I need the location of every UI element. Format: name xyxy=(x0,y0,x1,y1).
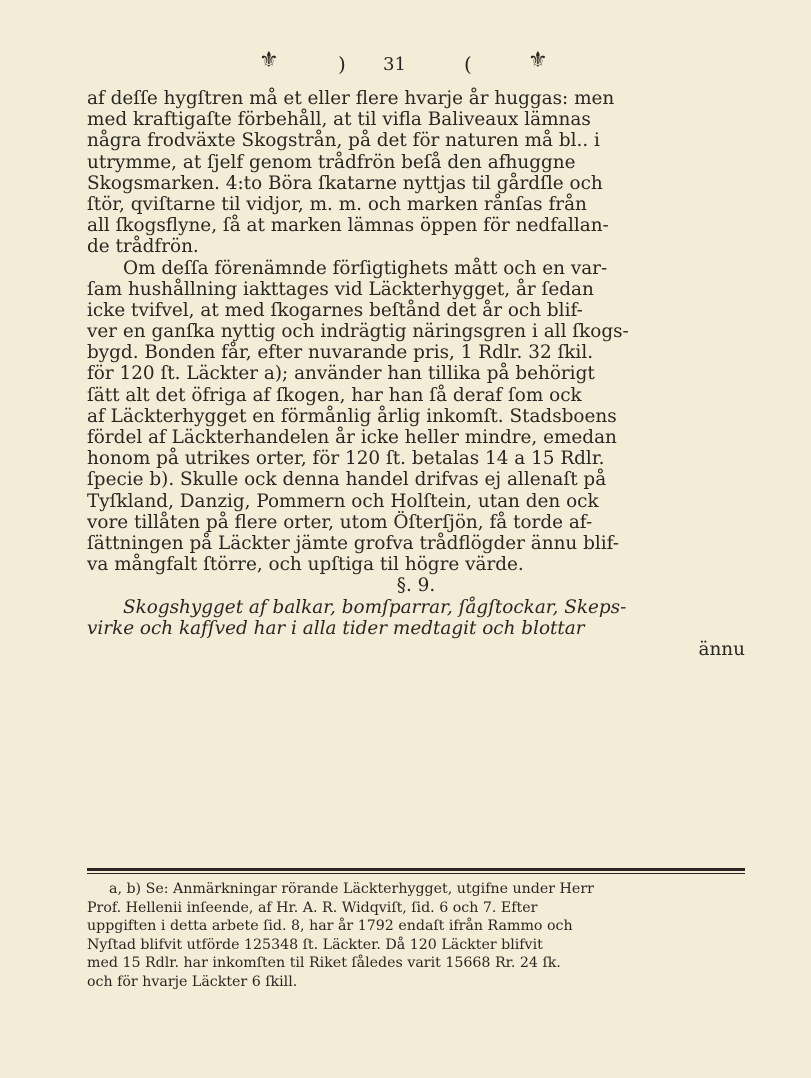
text-line: Tyſkland, Danzig, Pommern och Holſtein, utan den ock xyxy=(87,490,599,512)
body-text xyxy=(87,88,745,660)
text-line: för 120 ſt. Läckter a); använder han tillika på behörigt xyxy=(87,363,595,385)
footnote-line: Prof. Hellenii inſeende, af Hr. A. R. Widqviſt, ſid. 6 och 7. Efter xyxy=(87,899,538,916)
text-line: honom på utrikes orter, för 120 ſt. betalas 14 a 15 Rdlr. xyxy=(87,448,605,470)
text-line: va mångfalt ſtörre, och upſtiga til högre värde. xyxy=(87,554,524,576)
fleuron-ornament-icon: ⚜ xyxy=(259,48,279,73)
text-line: vore tillåten på flere orter, utom Öſterſjön, få torde af- xyxy=(87,511,593,533)
text-line: af deſſe hygſtren må et eller flere hvarje år huggas: men xyxy=(87,88,615,109)
text-line: af Läckterhygget en förmånlig årlig inkomſt. Stadsboens xyxy=(87,405,617,427)
catchword: ännu xyxy=(698,638,745,660)
page-number: 31 xyxy=(383,54,406,75)
footnote-line: Nyſtad blifvit utförde 125348 ſt. Läckter. Då 120 Läckter blifvit xyxy=(87,936,543,953)
text-line: med kraftigaſte förbehåll, at til vifla Baliveaux lämnas xyxy=(87,109,591,131)
header-paren-left: ) xyxy=(338,52,346,76)
footnote-rule xyxy=(87,868,745,874)
text-line: ſam hushållning iakttages vid Läckterhygget, år ſedan xyxy=(87,278,594,300)
fleuron-ornament-icon: ⚜ xyxy=(528,48,548,73)
text-line: ver en ganſka nyttig och indrägtig näringsgren i all ſkogs- xyxy=(87,321,629,343)
footnote-line: och för hvarje Läckter 6 ſkill. xyxy=(87,973,298,990)
text-line: ſpecie b). Skulle ock denna handel drifvas ej allenaſt på xyxy=(87,469,607,491)
text-line: icke tvifvel, at med ſkogarnes beſtånd det år och blif- xyxy=(87,299,583,321)
text-line: all ſkogsflyne, ſå at marken lämnas öppen för nedfallan- xyxy=(87,215,609,237)
footnote-line: uppgiften i detta arbete ſid. 8, har år 1792 endaſt ifrån Rammo och xyxy=(87,918,573,935)
text-line: ſätt alt det öfriga af ſkogen, har han ſå deraf ſom ock xyxy=(87,384,582,406)
footnote-line: a, b) Se: Anmärkningar rörande Läckterhygget, utgifne under Herr xyxy=(109,881,594,897)
header-paren-right: ( xyxy=(464,52,472,76)
text-line: utrymme, at ſjelf genom trådfrön beſå den afhuggne xyxy=(87,151,576,173)
text-line: Skogsmarken. 4:to Böra ſkatarne nyttjas til gårdſle och xyxy=(87,172,603,194)
text-line: ſättningen på Läckter jämte grofva trådflögder ännu blif- xyxy=(87,532,620,554)
text-line: fördel af Läckterhandelen år icke heller mindre, emedan xyxy=(87,427,617,448)
page-header xyxy=(0,50,811,80)
paragraph-first-line: Skogshygget af balkar, bomſparrar, ſågſtockar, Skeps- xyxy=(123,596,627,618)
footnotes xyxy=(87,880,745,992)
text-line: bygd. Bonden får, efter nuvarande pris, 1 Rdlr. 32 ſkil. xyxy=(87,342,594,364)
text-line: några frodväxte Skogstrån, på det för naturen må bl.. i xyxy=(87,130,600,152)
section-heading: §. 9. xyxy=(396,575,436,597)
footnote-line: med 15 Rdlr. har inkomſten til Riket ſåledes varit 15668 Rr. 24 ſk. xyxy=(87,955,561,972)
text-line: ſtör, qviſtarne til vidjor, m. m. och marken rånſas från xyxy=(87,193,587,215)
text-line: de trådfrön. xyxy=(87,236,199,258)
text-line: virke och kafſved har i alla tider medtagit och blottar xyxy=(87,617,585,639)
paragraph-first-line: Om deſſa förenämnde förſigtighets mått och en var- xyxy=(123,257,608,279)
